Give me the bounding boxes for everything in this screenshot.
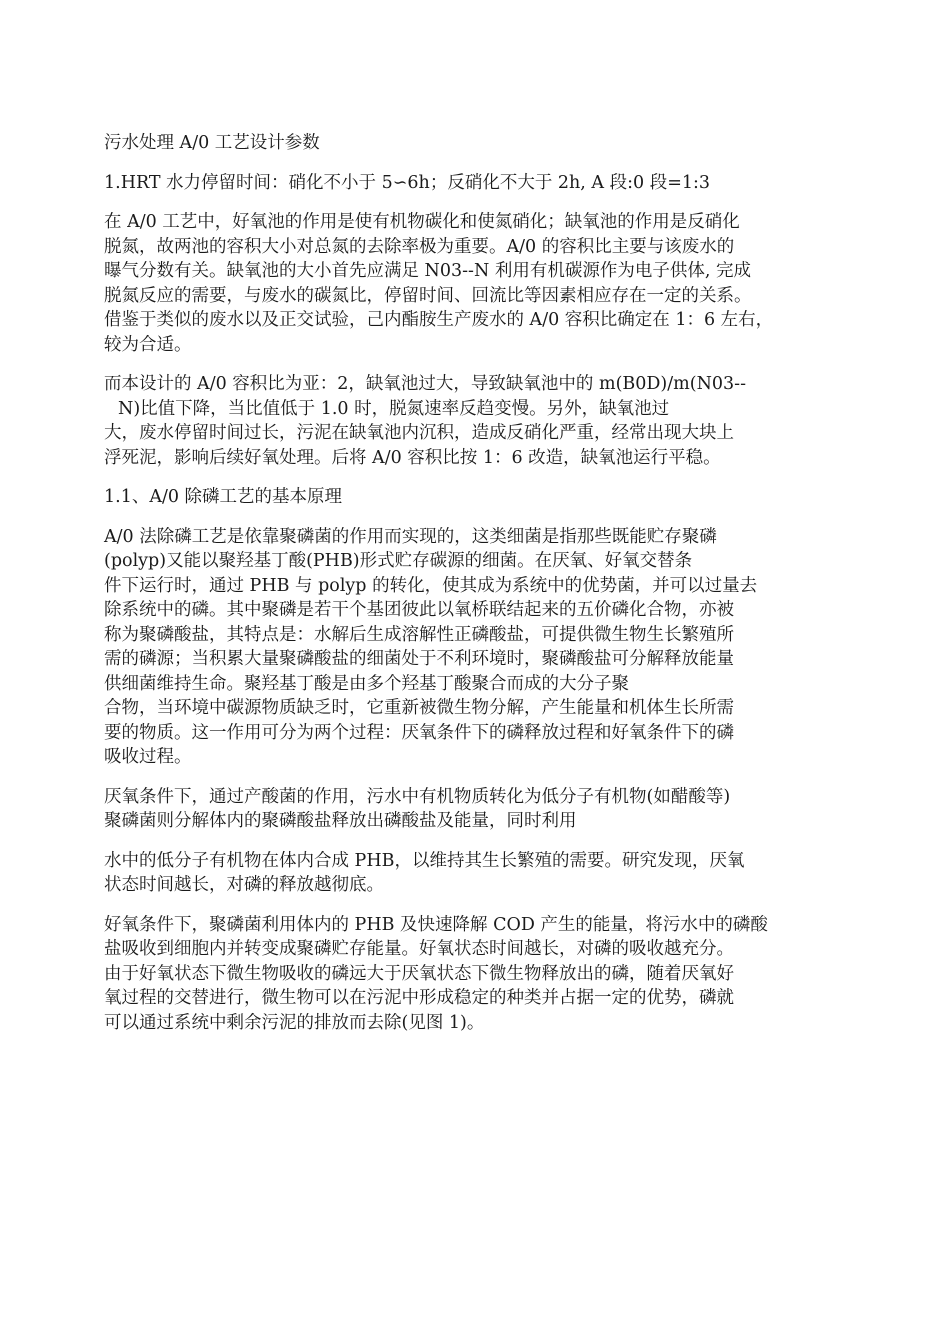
hrt-paragraph xyxy=(104,171,864,196)
text-line: 浮死泥，影响后续好氧处理。后将 A/0 容积比按 1：6 改造，缺氧池运行平稳。 xyxy=(104,447,721,468)
text-line: (polyp)又能以聚羟基丁酸(PHB)形式贮存碳源的细菌。在厌氧、好氧交替条 xyxy=(104,551,693,571)
text-line: 供细菌维持生命。聚羟基丁酸是由多个羟基丁酸聚合而成的大分子聚 xyxy=(104,673,629,694)
text-line: 而本设计的 A/0 容积比为亚：2，缺氧池过大，导致缺氧池中的 m(B0D)/m(N03-- xyxy=(104,374,746,394)
text-line: 称为聚磷酸盐，其特点是：水解后生成溶解性正磷酸盐，可提供微生物生长繁殖所 xyxy=(104,624,734,645)
section-heading-line: 1.1、A/0 除磷工艺的基本原理 xyxy=(104,487,343,507)
paragraph-anaerobic xyxy=(104,785,864,834)
text-line: 合物，当环境中碳源物质缺乏时，它重新被微生物分解，产生能量和机体生长所需 xyxy=(104,698,734,718)
text-line: 状态时间越长，对磷的释放越彻底。 xyxy=(104,875,384,895)
text-line: 除系统中的磷。其中聚磷是若干个基团彼此以氧桥联结起来的五价磷化合物，亦被 xyxy=(104,600,734,620)
text-line: 聚磷菌则分解体内的聚磷酸盐释放出磷酸盐及能量，同时利用 xyxy=(104,811,577,831)
hrt-line: 1.HRT 水力停留时间：硝化不小于 5∽6h；反硝化不大于 2h, A 段:0 段=1:3 xyxy=(104,172,711,193)
text-line: 在 A/0 工艺中，好氧池的作用是使有机物碳化和使氮硝化；缺氧池的作用是反硝化 xyxy=(104,212,740,232)
text-line: 好氧条件下，聚磷菌利用体内的 PHB 及快速降解 COD 产生的能量，将污水中的磷酸 xyxy=(104,914,768,935)
text-line: 吸收过程。 xyxy=(104,747,192,767)
text-line: 脱氮，故两池的容积大小对总氮的去除率极为重要。A/0 的容积比主要与该废水的 xyxy=(104,236,735,257)
text-line: 较为合适。 xyxy=(104,334,192,355)
text-line: N)比值下降，当比值低于 1.0 时，脱氮速率反趋变慢。另外，缺氧池过 xyxy=(118,398,670,419)
text-line: 氧过程的交替进行，微生物可以在污泥中形成稳定的种类并占据一定的优势，磷就 xyxy=(104,988,734,1008)
paragraph-phosphorus-principle xyxy=(104,525,864,770)
text-line: 大，废水停留时间过长，污泥在缺氧池内沉积，造成反硝化严重，经常出现大块上 xyxy=(104,423,734,443)
text-line: 曝气分数有关。缺氧池的大小首先应满足 N03--N 利用有机碳源作为电子供体, 完成 xyxy=(104,261,751,281)
text-line: 脱氮反应的需要，与废水的碳氮比，停留时间、回流比等因素相应存在一定的关系。 xyxy=(104,285,752,306)
text-line: A/0 法除磷工艺是依靠聚磷菌的作用而实现的，这类细菌是指那些既能贮存聚磷 xyxy=(104,526,717,547)
paragraph-aerobic xyxy=(104,913,864,1036)
title-line: 污水处理 A/0 工艺设计参数 xyxy=(104,133,320,153)
document-title xyxy=(104,131,864,156)
text-line: 水中的低分子有机物在体内合成 PHB，以维持其生长繁殖的需要。研究发现，厌氧 xyxy=(104,850,745,871)
paragraph-phb-synthesis xyxy=(104,849,864,898)
paragraph-design-ratio xyxy=(104,372,864,470)
document-body xyxy=(104,131,864,1050)
text-line: 厌氧条件下，通过产酸菌的作用，污水中有机物质转化为低分子有机物(如醋酸等) xyxy=(104,786,731,807)
text-line: 借鉴于类似的废水以及正交试验，己内酯胺生产废水的 A/0 容积比确定在 1：6 左右， xyxy=(104,310,774,330)
text-line: 件下运行时，通过 PHB 与 polyp 的转化，使其成为系统中的优势菌，并可以过量去 xyxy=(104,575,758,596)
paragraph-ao-volume xyxy=(104,210,864,357)
text-line: 由于好氧状态下微生物吸收的磷远大于厌氧状态下微生物释放出的磷，随着厌氧好 xyxy=(104,963,734,984)
text-line: 要的物质。这一作用可分为两个过程：厌氧条件下的磷释放过程和好氧条件下的磷 xyxy=(104,722,734,743)
text-line: 需的磷源；当积累大量聚磷酸盐的细菌处于不利环境时，聚磷酸盐可分解释放能量 xyxy=(104,649,734,669)
text-line: 可以通过系统中剩余污泥的排放而去除(见图 1)。 xyxy=(104,1012,485,1033)
section-heading xyxy=(104,485,864,510)
text-line: 盐吸收到细胞内并转变成聚磷贮存能量。好氧状态时间越长，对磷的吸收越充分。 xyxy=(104,939,734,959)
